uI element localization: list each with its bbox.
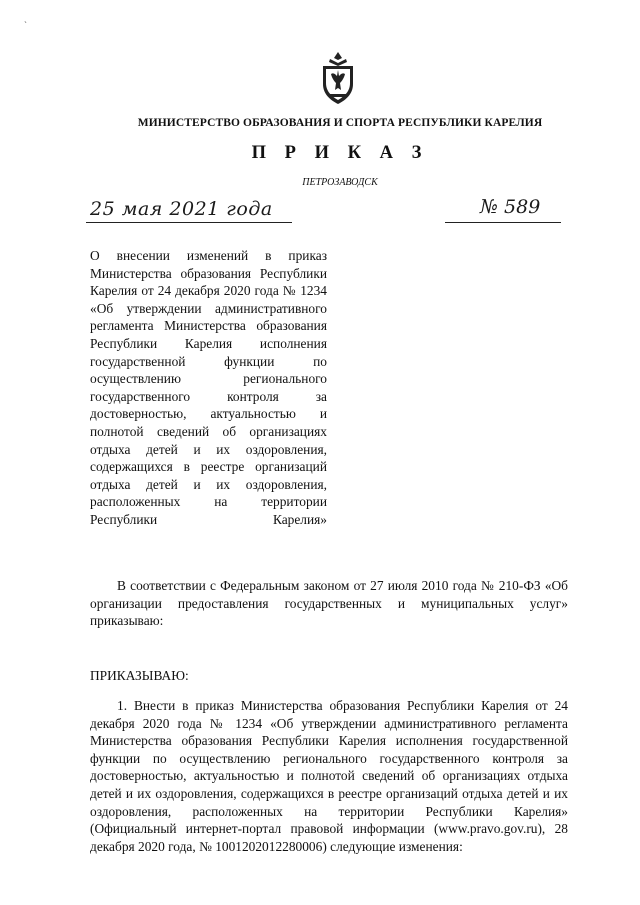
legal-basis-paragraph: В соответствии с Федеральным законом от 27 июля 2010 года № 210-ФЗ «Об организации предоставления государственных и муниципальных услуг» приказываю: xyxy=(90,578,568,629)
handwritten-number: № 589 xyxy=(480,196,541,218)
ministry-name: МИНИСТЕРСТВО ОБРАЗОВАНИЯ И СПОРТА РЕСПУБЛИКИ КАРЕЛИЯ xyxy=(137,117,543,129)
coat-of-arms-icon xyxy=(318,50,358,106)
document-type: П Р И К А З xyxy=(251,143,429,163)
order-subject: О внесении изменений в приказ Министерства образования Республики Карелия от 24 декабря 2020 года № 1234 «Об утверждении административного регламента Министерства образования Республики Карелия исполнения государственной функции по осуществлению регионального государственного контроля за достоверностью, актуальностью и полнотой сведений об организациях отдыха детей и их оздоровления, содержащихся в реестре организаций отдыха детей и их оздоровления, расположенных на территории Республики Карелия» xyxy=(90,248,327,527)
order-heading: ПРИКАЗЫВАЮ: xyxy=(90,668,189,683)
handwritten-date: 25 мая 2021 года xyxy=(90,198,273,220)
margin-mark: ˋ xyxy=(24,20,27,30)
date-underline xyxy=(86,222,292,223)
city-name: ПЕТРОЗАВОДСК xyxy=(302,177,378,188)
order-item-1: 1. Внести в приказ Министерства образования Республики Карелия от 24 декабря 2020 года № 1234 «Об утверждении административного регламента Министерства образования Республики Карелия исполнения государственной функции по осуществлению регионального государственного контроля за достоверностью, актуальностью и полнотой сведений об организациях отдыха детей и их оздоровления, содержащихся в реестре организаций отдыха детей и их оздоровления, расположенных на территории Республики Карелия» (Официальный интернет-портал правовой информации (www.pravo.gov.ru), 28 декабря 2020 года, № 1001202012280006) следующие изменения: xyxy=(90,698,568,854)
number-underline xyxy=(445,222,561,223)
